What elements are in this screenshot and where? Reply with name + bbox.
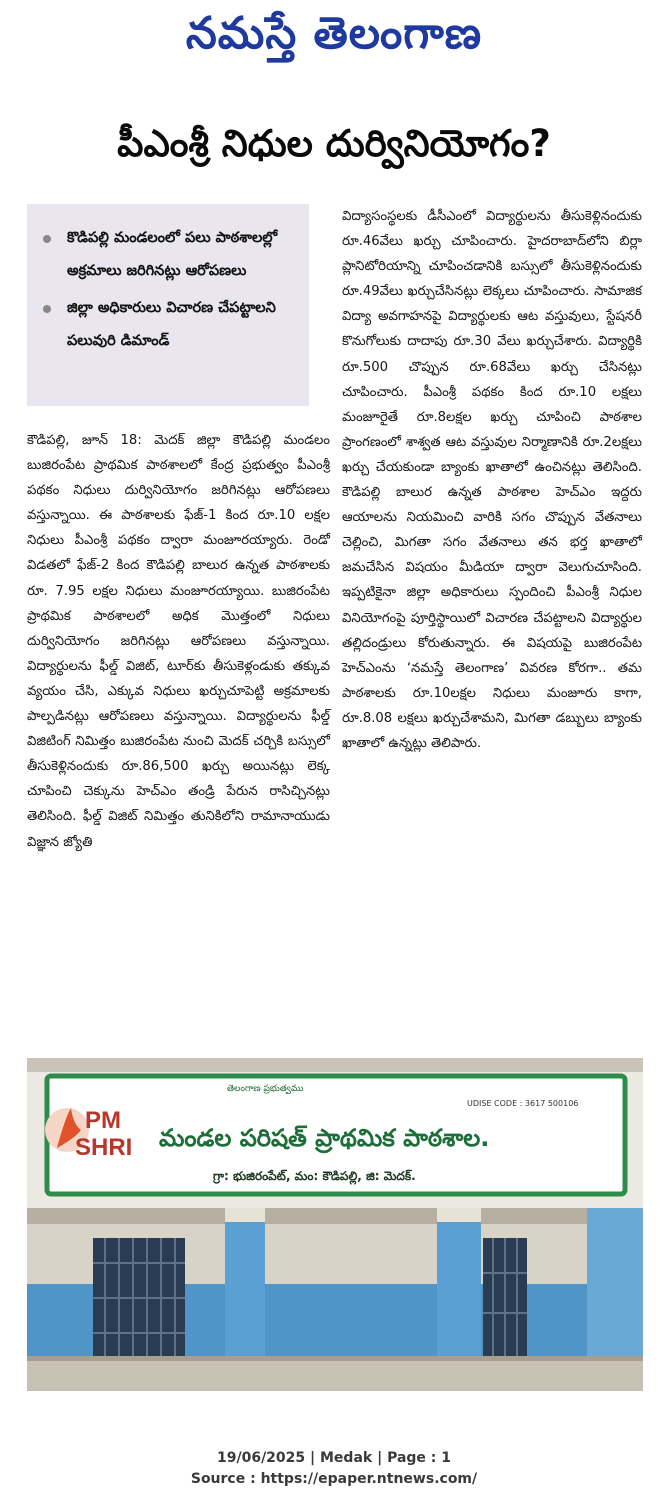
- masthead: నమస్తే తెలంగాణ: [185, 8, 483, 59]
- article-text-right: విద్యాసంస్థలకు డీసీఎంలో విద్యార్థులను తీసుకెళ్లినందుకు రూ.46వేలు ఖర్చు చూపించారు. హైదరాబాద్‌లోని బిర్లా ప్లానిటోరియాన్ని చూపించడానికి బస్సులో తీసుకెళ్లినందుకు రూ.49వేలు ఖర్చుచేసినట్లు లెక్కలు చూపించారు. సామాజిక విద్యా అవగాహనపై విద్యార్థులకు ఆట వస్తువులు, స్టేషనరీ కొనుగోలుకు దాదాపు రూ.30 వేలు ఖర్చుచేశారు. విద్యార్థికి రూ.500 చొప్పున రూ.68వేలు ఖర్చు చేసినట్లు చూపించారు. పీఎంశ్రీ పథకం కింద రూ.10 లక్షలు మంజూరైతే రూ.8లక్షల ఖర్చు చూపించి పాఠశాల ప్రాంగణంలో శాశ్వత ఆట వస్తువుల నిర్మాణానికి రూ.2లక్షలు ఖర్చు చేయకుండా బ్యాంకు ఖాతాలో ఉంచినట్లు తెలిసింది. కౌడిపల్లి బాలుర ఉన్నత పాఠశాల హెచ్ఎం ఇద్దరు ఆయాలను నియమించి వారికి సగం చొప్పున వేతనాలు చెల్లించి, మిగతా సగం వేతనాలు తన భర్త ఖాతాలో జమచేసిన విషయం మీడియా ద్వారా వెలుగుచూసింది. ఇప్పటికైనా జిల్లా అధికారులు స్పందించి పీఎంశ్రీ నిధుల వినియోగంపై పూర్తిస్థాయిలో విచారణ చేపట్టాలని విద్యార్థుల తల్లిదండ్రులు కోరుతున్నారు. ఈ విషయపై బుజిరంపేట హెచ్ఎంను ‘నమస్తే తెలంగాణ’ వివరణ కోరగా.. తమ పాఠశాలకు రూ.10లక్షల నిధులు మంజూరు కాగా, రూ.8.08 లక్షలు ఖర్చుచేశామని, మిగతా డబ్బులు బ్యాంకు ఖాతాలో ఉన్నట్లు తెలిపారు.: [342, 209, 642, 751]
- logo-pm: PM: [85, 1107, 121, 1134]
- school-address: గ్రా: భుజిరంపేట్, మం: కౌడిపల్లి, జి: మెదక్.: [213, 1169, 416, 1183]
- highlight-item: [41, 222, 301, 288]
- highlights-box: [27, 204, 309, 406]
- highlight-text: కొడిపల్లి మండలంలో పలు పాఠశాలల్లో అక్రమాలు జరిగినట్లు ఆరోపణలు: [67, 230, 278, 279]
- bullet-icon: [43, 235, 51, 243]
- udise-code: UDISE CODE : 3617 500106: [467, 1099, 579, 1108]
- article-text-left: కౌడిపల్లి, జూన్ 18: మెదక్ జిల్లా కౌడిపల్లి మండలం బుజిరంపేట ప్రాథమిక పాఠశాలలో కేంద్ర ప్రభుత్వం పీఎంశ్రీ పథకం నిధులు దుర్వినియోగం జరిగినట్లు ఆరోపణలు వస్తున్నాయి. ఈ పాఠశాలకు ఫేజ్-1 కింద రూ.10 లక్షల నిధులు పీఎంశ్రీ పథకం ద్వారా మంజూరయ్యారు. రెండో విడతలో ఫేజ్-2 కింద కౌడిపల్లి బాలుర ఉన్నత పాఠశాలకు రూ. 7.95 లక్షల నిధులు మంజూరయ్యాయి. బుజిరంపేట ప్రాథమిక పాఠశాలలో అధిక మొత్తంలో నిధులు దుర్వినియోగం జరిగినట్లు ఆరోపణలు వస్తున్నాయి. విద్యార్థులను ఫీల్డ్ విజిట్, టూర్‌కు తీసుకెళ్లండుకు తక్కువ వ్యయం చేసి, ఎక్కువ నిధులు ఖర్చుచూపెట్టి అక్రమాలకు పాల్పడినట్లు ఆరోపణలు వస్తున్నాయి. విద్యార్థులను ఫీల్డ్ విజిటింగ్ నిమిత్తం బుజిరంపేట నుంచి మెదక్ చర్చికి బస్సులో తీసుకెళ్లినందుకు రూ.86,500 ఖర్చు అయినట్లు లెక్క చూపించి చెక్కును హెచ్ఎం తండ్రి పేరున రాసిచ్చినట్లు తెలిసింది. ఫీల్డ్ విజిట్ నిమిత్తం తునికిలోని రామానాయుడు విజ్ఞాన జ్యోతి: [27, 433, 330, 850]
- article-column-left: [27, 428, 330, 855]
- school-name: మండల పరిషత్ ప్రాథమిక పాఠశాల.: [159, 1124, 490, 1152]
- highlight-text: జిల్లా అధికారులు విచారణ చేపట్టాలని పలువురి డిమాండ్: [67, 300, 276, 349]
- footer-date-line: 19/06/2025 | Medak | Page : 1: [216, 1450, 452, 1466]
- banner-top-text: తెలంగాణ ప్రభుత్వము: [227, 1084, 304, 1094]
- headline: పీఎంశ్రీ నిధుల దుర్వినియోగం?: [117, 122, 551, 165]
- school-photo: [27, 1058, 643, 1391]
- article-column-right: [342, 204, 642, 756]
- footer-source-link[interactable]: Source : https://epaper.ntnews.com/: [190, 1471, 478, 1487]
- logo-shri: SHRI: [75, 1134, 133, 1161]
- highlight-item: [41, 292, 301, 358]
- bullet-icon: [43, 305, 51, 313]
